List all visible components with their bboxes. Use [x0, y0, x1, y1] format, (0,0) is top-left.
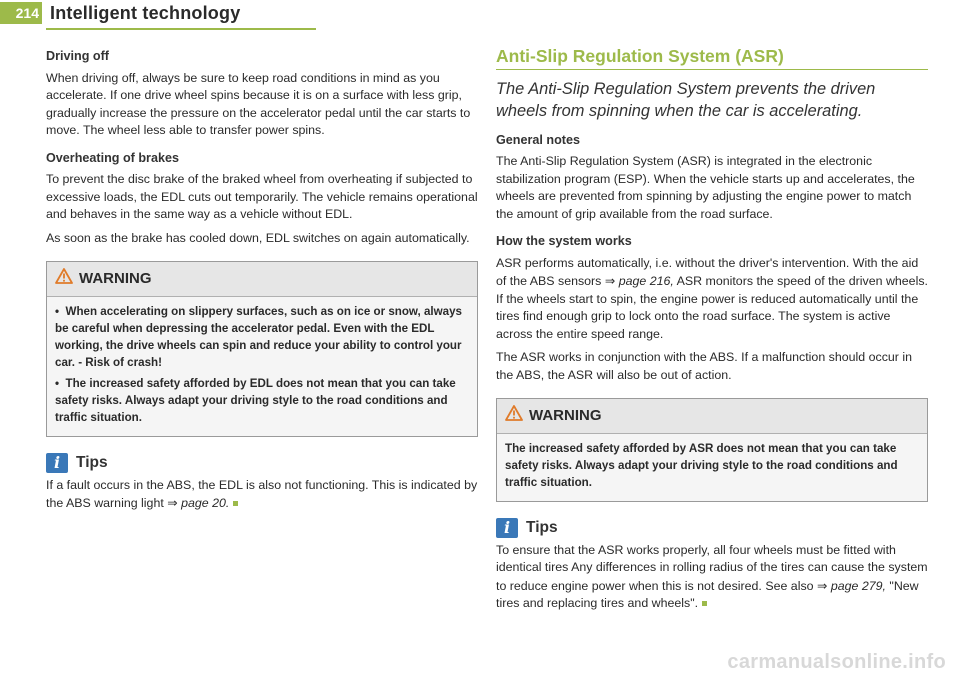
overheating-text-1: To prevent the disc brake of the braked wheel from overheating if subjected to excessive loads, the EDL cuts out temporarily. The vehicle remains operational and behaves in the same way as a vehicle without EDL.: [46, 172, 478, 221]
how-it-works-text: [496, 255, 928, 344]
how-text-b: ASR monitors the speed of the driven wheels. If the wheels start to spin, the engine power is reduced automatically until the tires find enough grip to lock onto the road surface. The system is active across the entire speed range.: [496, 274, 928, 341]
end-mark-icon: [233, 501, 238, 506]
bullet-icon: •: [55, 304, 60, 318]
warning-triangle-icon: [55, 268, 73, 290]
warning-header: [47, 262, 477, 297]
page-title: Intelligent technology: [50, 3, 241, 23]
header-rule: [46, 28, 316, 30]
page-reference-link[interactable]: page 279,: [830, 578, 886, 593]
general-notes-heading: General notes: [496, 132, 580, 147]
left-column: [46, 38, 478, 519]
section-lead: The Anti-Slip Regulation System prevents the driven wheels from spinning when the car is accelerating.: [496, 79, 876, 120]
warning-triangle-icon: [505, 405, 523, 427]
tips-body: If a fault occurs in the ABS, the EDL is also not functioning. This is indicated by the ABS warning light: [46, 477, 478, 510]
how-text-a: ASR performs automatically, i.e. without the driver's intervention. With the aid of the ABS sensors: [496, 255, 919, 288]
how-it-works-text-2: The ASR works in conjunction with the ABS. If a malfunction should occur in the ABS, the ASR will also be out of action.: [496, 350, 912, 382]
warning-body: [497, 434, 927, 501]
bullet-icon: •: [55, 376, 60, 390]
tips-text-b: "New tires and replacing tires and wheels".: [496, 578, 919, 610]
asr-warning-box: [496, 398, 928, 502]
page-reference-link[interactable]: page 216,: [618, 274, 674, 288]
warning-item-2: The increased safety afforded by EDL does not mean that you can take safety risks. Always adapt your driving style to the road conditions and traffic situation.: [55, 376, 456, 424]
tips-header: [496, 518, 928, 538]
page-reference-link[interactable]: page 20.: [181, 496, 230, 510]
arrow-icon: ⇒: [604, 273, 616, 288]
warning-title: WARNING: [79, 270, 152, 287]
how-it-works-heading: How the system works: [496, 234, 632, 248]
driving-off-text: When driving off, always be sure to keep road conditions in mind as you accelerate. If one drive wheel spins because it is on a surface with less grip, gradually increase the pressure on the accelerator pedal until the car starts to move. The wheel less able to transfer power spins.: [46, 70, 471, 137]
section-title: Anti-Slip Regulation System (ASR): [496, 46, 784, 66]
warning-title: WARNING: [529, 407, 602, 424]
end-mark-icon: [702, 601, 707, 606]
driving-off-heading: Driving off: [46, 49, 109, 63]
warning-item-1: When accelerating on slippery surfaces, such as on ice or snow, always be careful when depressing the accelerator pedal. Even with the EDL working, the drive wheels can spin and reduce your ability to control your car. - Risk of crash!: [55, 304, 462, 369]
warning-body: [47, 297, 477, 436]
page-number: 214: [0, 2, 42, 24]
arrow-icon: ⇒: [167, 495, 178, 510]
tips-text-a: To ensure that the ASR works properly, all four wheels must be fitted with identical tires Any differences in rolling radius of the tires can cause the system to reduce engine power when this is not desired. See also: [496, 542, 928, 593]
warning-text: The increased safety afforded by ASR does not mean that you can take safety risks. Always adapt your driving style to the road conditions and traffic situation.: [505, 441, 898, 489]
tips-text: [496, 542, 928, 613]
overheating-text-2: As soon as the brake has cooled down, EDL switches on again automatically.: [46, 230, 470, 245]
tips-title: Tips: [526, 518, 558, 536]
watermark: carmanualsonline.info: [727, 651, 946, 673]
overheating-heading: Overheating of brakes: [46, 150, 179, 165]
info-icon: i: [46, 453, 68, 473]
tips-title: Tips: [76, 453, 108, 471]
edl-warning-box: [46, 261, 478, 437]
general-notes-text: The Anti-Slip Regulation System (ASR) is integrated in the electronic stabilization program (ESP). When the vehicle starts up and accelerates, the wheels are prevented from spinning by adjusting the engine power to match the amount of grip available from the road surface.: [496, 154, 915, 221]
tips-header: [46, 453, 478, 473]
right-column: [496, 38, 928, 619]
info-icon: i: [496, 518, 518, 538]
tips-text: [46, 477, 478, 513]
warning-header: [497, 399, 927, 434]
section-rule: [496, 69, 928, 70]
arrow-icon: ⇒: [817, 577, 828, 593]
